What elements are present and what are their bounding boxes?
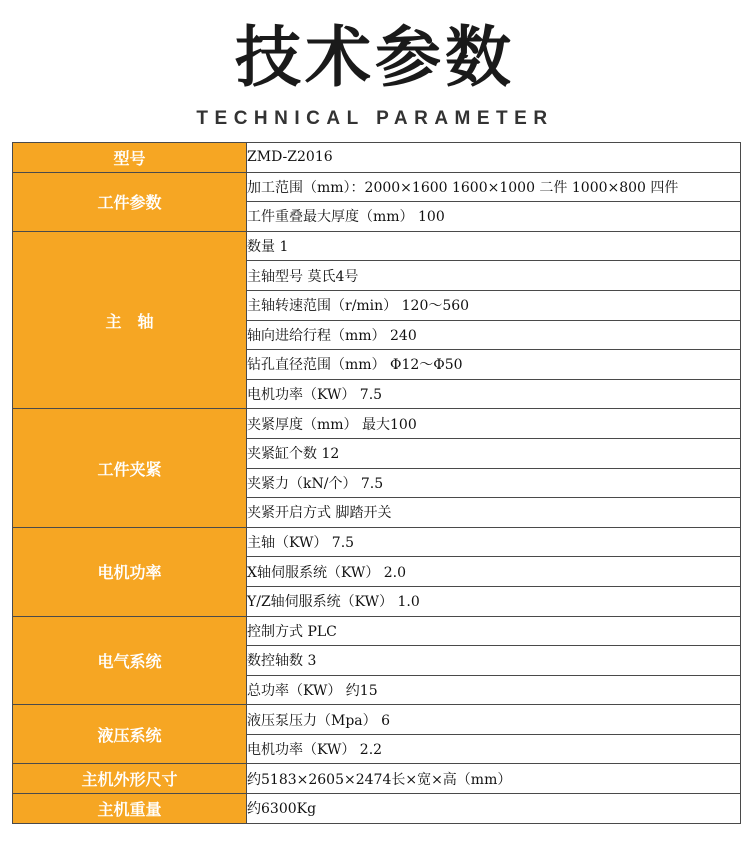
spec-table — [12, 142, 741, 824]
category-motor: 电机功率 — [13, 527, 247, 616]
value-cell: 电机功率（KW） 7.5 — [247, 379, 741, 409]
category-weight: 主机重量 — [13, 794, 247, 824]
value-cell: 夹紧缸个数 12 — [247, 438, 741, 468]
category-clamp: 工件夹紧 — [13, 409, 247, 527]
value-cell: 夹紧力（kN/个） 7.5 — [247, 468, 741, 498]
table-row — [13, 616, 741, 646]
value-cell: 夹紧厚度（mm） 最大100 — [247, 409, 741, 439]
value-cell: 液压泵压力（Mpa） 6 — [247, 705, 741, 735]
category-model: 型号 — [13, 143, 247, 173]
table-row — [13, 172, 741, 202]
table-row — [13, 231, 741, 261]
value-cell: Y/Z轴伺服系统（KW） 1.0 — [247, 586, 741, 616]
value-cell: 加工范围（mm）：2000×1600 1600×1000 二件 1000×800 四件 — [247, 172, 741, 202]
category-workpiece: 工件参数 — [13, 172, 247, 231]
table-row — [13, 143, 741, 173]
value-cell: 主轴（KW） 7.5 — [247, 527, 741, 557]
value-cell: 数量 1 — [247, 231, 741, 261]
value-cell: 电机功率（KW） 2.2 — [247, 734, 741, 764]
value-cell: 工件重叠最大厚度（mm） 100 — [247, 202, 741, 232]
value-cell: ZMD-Z2016 — [247, 143, 741, 173]
category-electric: 电气系统 — [13, 616, 247, 705]
value-cell: 数控轴数 3 — [247, 646, 741, 676]
value-cell: 控制方式 PLC — [247, 616, 741, 646]
value-cell: 总功率（KW） 约15 — [247, 675, 741, 705]
value-cell: 夹紧开启方式 脚踏开关 — [247, 498, 741, 528]
value-cell: 轴向进给行程（mm） 240 — [247, 320, 741, 350]
category-spindle: 主 轴 — [13, 231, 247, 409]
page-title: 技术参数 — [235, 19, 515, 96]
value-cell: 主轴转速范围（r/min） 120～560 — [247, 290, 741, 320]
table-row — [13, 527, 741, 557]
page-subtitle: TECHNICAL PARAMETER — [196, 108, 554, 129]
value-cell: 钻孔直径范围（mm） Φ12～Φ50 — [247, 350, 741, 380]
table-row — [13, 764, 741, 794]
table-row — [13, 409, 741, 439]
table-row — [13, 705, 741, 735]
value-cell: 约6300Kg — [247, 794, 741, 824]
value-cell: 主轴型号 莫氏4号 — [247, 261, 741, 291]
category-dimensions: 主机外形尺寸 — [13, 764, 247, 794]
table-row — [13, 794, 741, 824]
value-cell: X轴伺服系统（KW） 2.0 — [247, 557, 741, 587]
value-cell: 约5183×2605×2474长×宽×高（mm） — [247, 764, 741, 794]
category-hydraulic: 液压系统 — [13, 705, 247, 764]
